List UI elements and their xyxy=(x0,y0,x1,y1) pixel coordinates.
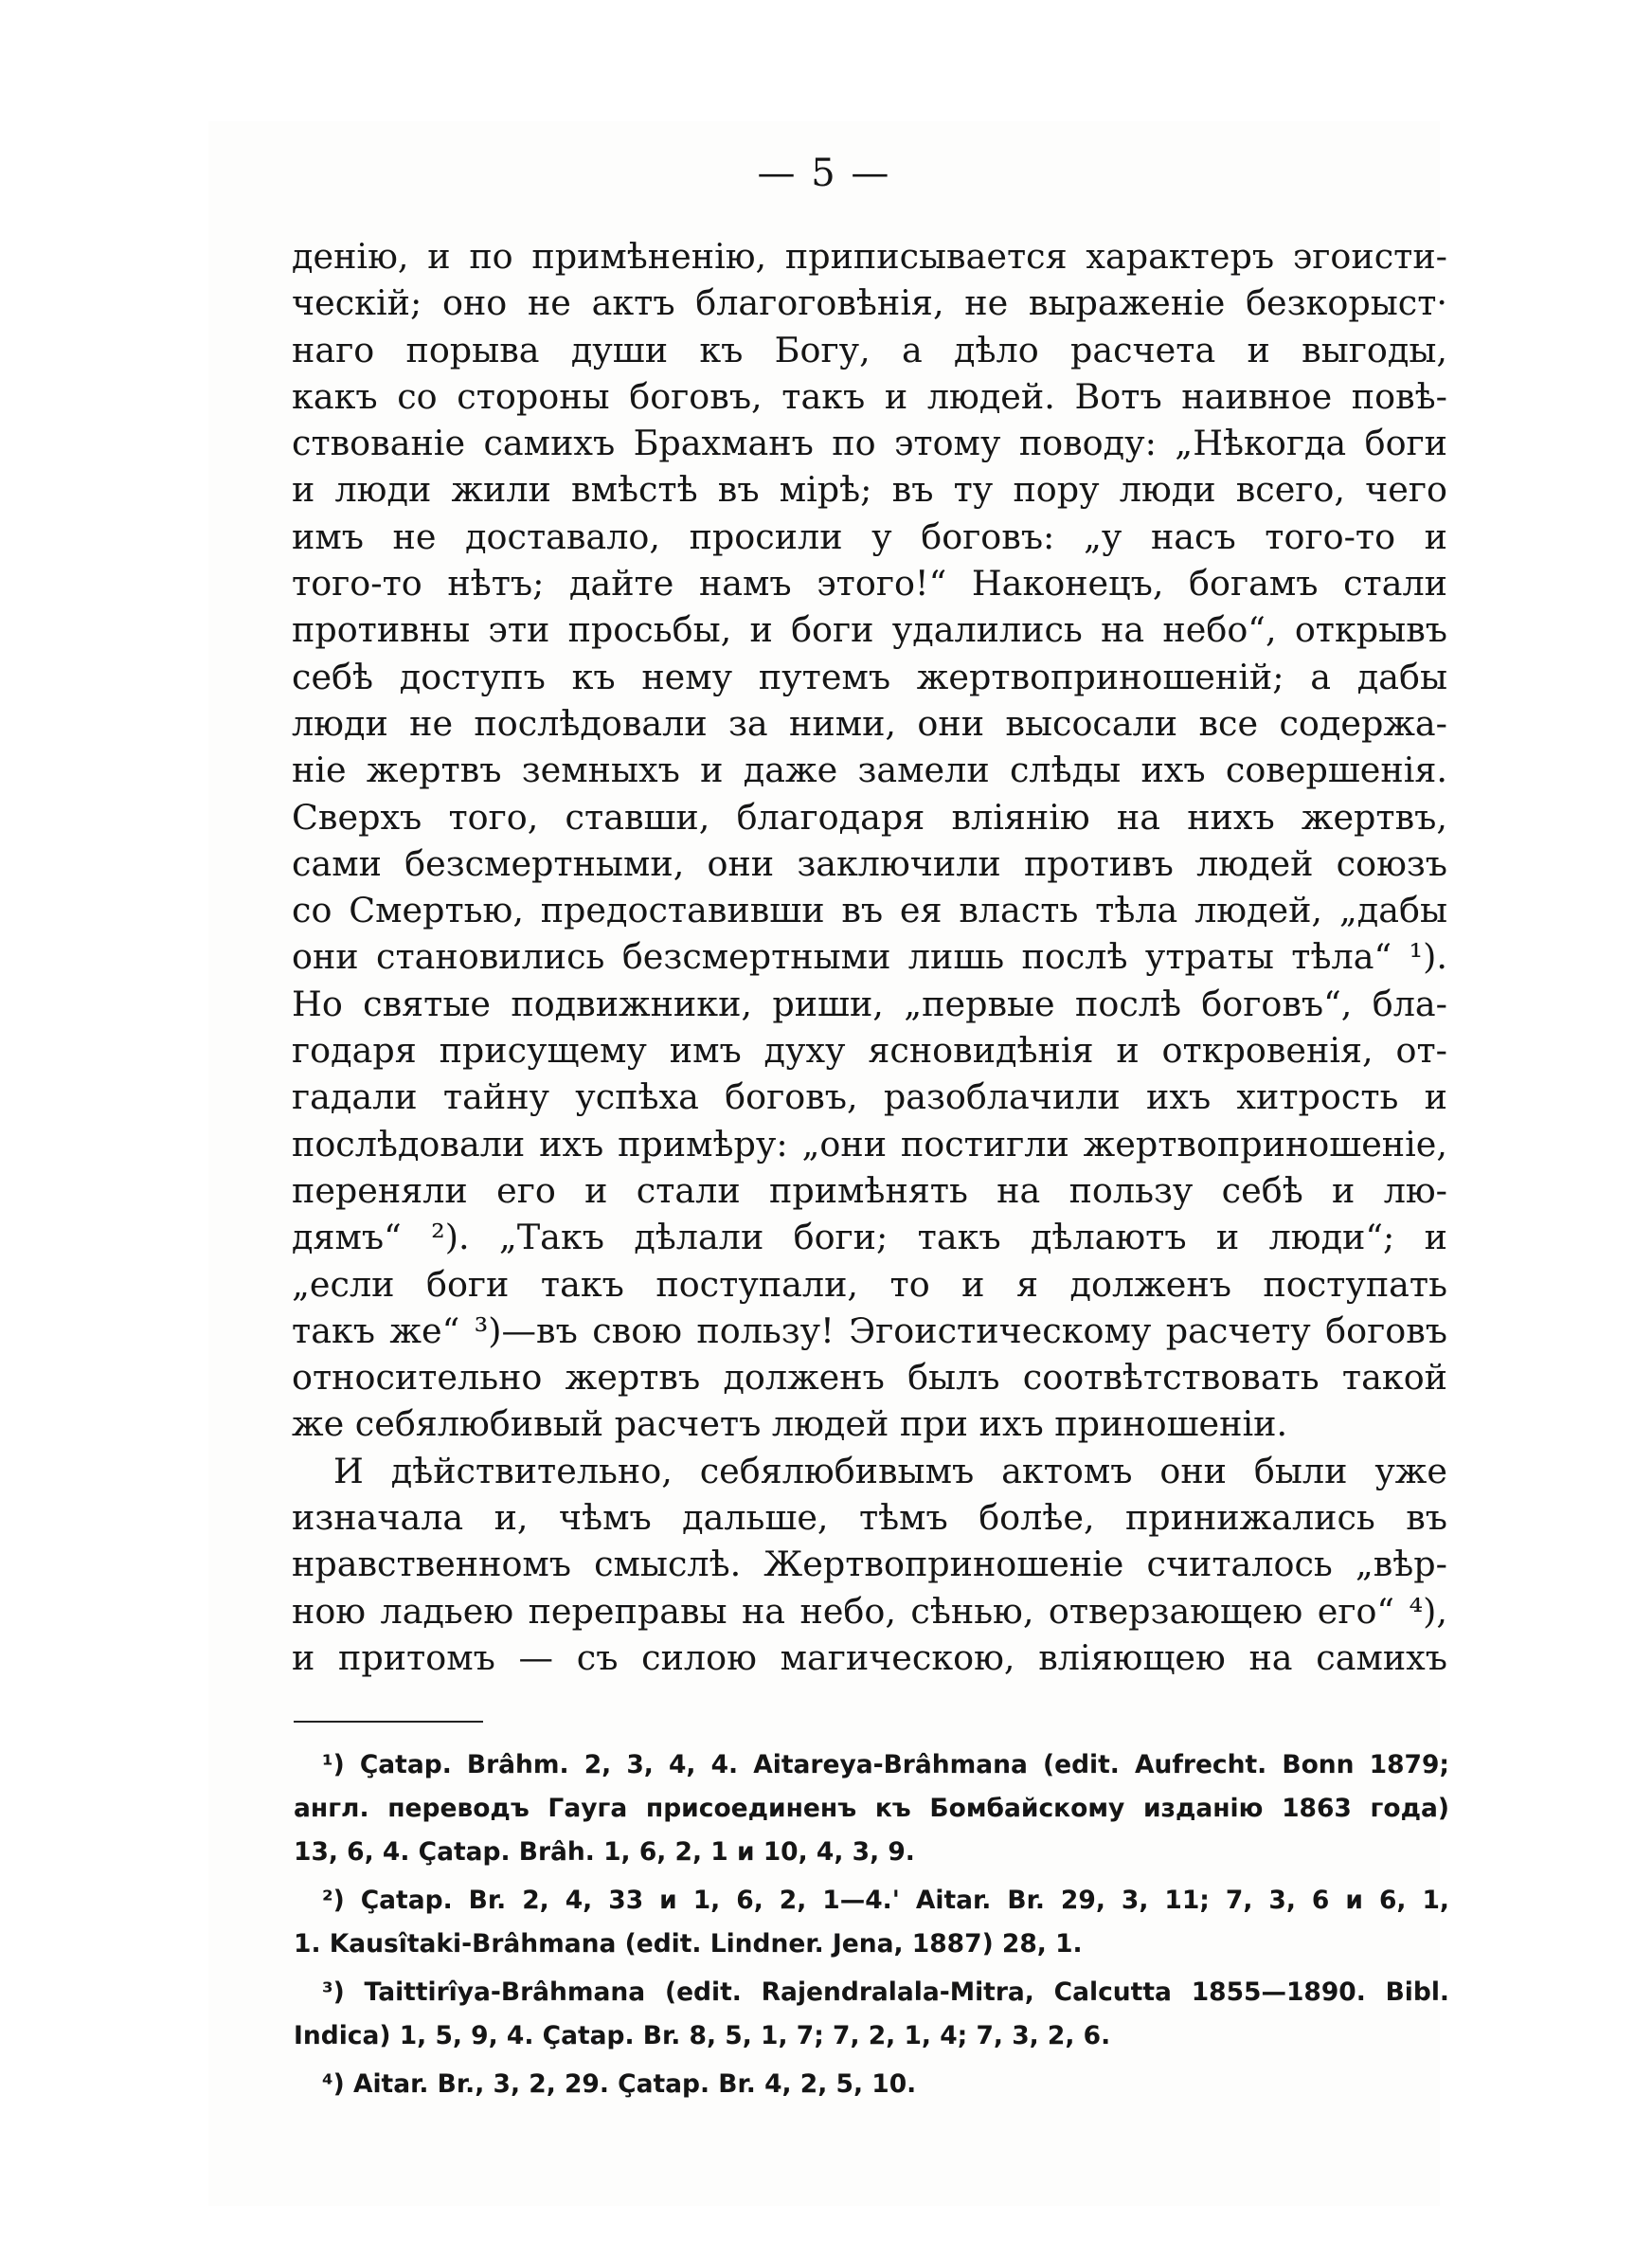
text-line: переняли его и стали примѣнять на пользу себѣ и лю- xyxy=(292,1169,1447,1211)
footnotes xyxy=(294,1743,1449,2106)
text-line: нравственномъ смыслѣ. Жертвоприношеніе считалось „вѣр- xyxy=(292,1544,1447,1585)
text-line: Сверхъ того, ставши, благодаря вліянію на нихъ жертвъ, xyxy=(292,796,1447,838)
text-line: такъ же“ ³)—въ свою пользу! Эгоистическому расчету боговъ xyxy=(292,1309,1447,1351)
text-line: дямъ“ ²). „Такъ дѣлали боги; такъ дѣлаютъ и люди“; и xyxy=(292,1217,1447,1258)
footnote-4 xyxy=(294,2063,1449,2106)
text-line: какъ со стороны боговъ, такъ и людей. Вотъ наивное повѣ- xyxy=(292,375,1447,417)
footnote-line: ⁴) Aitar. Br., 3, 2, 29. Çatap. Br. 4, 2, 5, 10. xyxy=(322,2069,917,2099)
book-page xyxy=(208,121,1449,2206)
text-line: послѣдовали ихъ примѣру: „они постигли жертвоприношеніе, xyxy=(292,1123,1447,1165)
text-line: ствованіе самихъ Брахманъ по этому поводу: „Нѣкогда боги xyxy=(292,423,1447,464)
paragraph-2 xyxy=(292,1448,1447,1681)
text-line: себѣ доступъ къ нему путемъ жертвоприношеній; а дабы xyxy=(292,656,1447,697)
page-number: — 5 — xyxy=(757,152,891,195)
footnote-line: Indica) 1, 5, 9, 4. Çatap. Br. 8, 5, 1, 7; 7, 2, 1, 4; 7, 3, 2, 6. xyxy=(294,2021,1111,2050)
footnote-1 xyxy=(294,1743,1449,1874)
text-line: со Смертью, предоставивши въ ея власть тѣла людей, „дабы xyxy=(292,890,1447,931)
text-line: годаря присущему имъ духу ясновидѣнія и откровенія, от- xyxy=(292,1030,1447,1072)
text-line: имъ не доставало, просили у боговъ: „у насъ того-то и xyxy=(292,515,1447,557)
footnote-2 xyxy=(294,1879,1449,1966)
main-text xyxy=(292,233,1447,1681)
text-line: денію, и по примѣненію, приписывается характеръ эгоисти- xyxy=(292,236,1447,277)
text-line: ніе жертвъ земныхъ и даже замели слѣды ихъ совершенія. xyxy=(292,749,1447,791)
text-line: же себялюбивый расчетъ людей при ихъ приношеніи. xyxy=(292,1403,1288,1445)
footnote-line: англ. переводъ Гауга присоединенъ къ Бомбайскому изданію 1863 года) xyxy=(294,1794,1449,1823)
footnote-line: ²) Çatap. Br. 2, 4, 33 и 1, 6, 2, 1—4.' Aitar. Br. 29, 3, 11; 7, 3, 6 и 6, 1, xyxy=(322,1886,1449,1915)
footnote-line: ³) Taittirîya-Brâhmana (edit. Rajendralala-Mitra, Calcutta 1855—1890. Bibl. xyxy=(322,1977,1449,2007)
text-line: изначала и, чѣмъ дальше, тѣмъ болѣе, принижались въ xyxy=(292,1497,1447,1539)
text-line: и притомъ — съ силою магическою, вліяющею на самихъ xyxy=(292,1636,1447,1678)
text-line: и люди жили вмѣстѣ въ мірѣ; въ ту пору люди всего, чего xyxy=(292,469,1447,511)
text-line: ческій; оно не актъ благоговѣнія, не выраженіе безкорыст· xyxy=(292,282,1447,324)
text-line: ною ладьею переправы на небо, сѣнью, отверзающею его“ ⁴), xyxy=(292,1590,1447,1632)
text-line: Но святые подвижники, риши, „первые послѣ боговъ“, бла- xyxy=(292,983,1447,1024)
footnote-line: ¹) Çatap. Brâhm. 2, 3, 4, 4. Aitareya-Brâhmana (edit. Aufrecht. Bonn 1879; xyxy=(322,1750,1449,1779)
text-line: они становились безсмертными лишь послѣ утраты тѣла“ ¹). xyxy=(292,936,1447,978)
text-line: гадали тайну успѣха боговъ, разоблачили ихъ хитрость и xyxy=(292,1076,1447,1118)
footnote-line: 1. Kausîtaki-Brâhmana (edit. Lindner. Jena, 1887) 28, 1. xyxy=(294,1929,1083,1959)
text-line: противны эти просьбы, и боги удалились на небо“, открывъ xyxy=(292,609,1447,651)
footnote-line: 13, 6, 4. Çatap. Brâh. 1, 6, 2, 1 и 10, 4, 3, 9. xyxy=(294,1837,915,1867)
text-line: того-то нѣтъ; дайте намъ этого!“ Наконецъ, богамъ стали xyxy=(292,563,1447,605)
text-line: относительно жертвъ долженъ былъ соотвѣтствовать такой xyxy=(292,1357,1447,1399)
text-line: сами безсмертными, они заключили противъ людей союзъ xyxy=(292,842,1447,884)
paragraph-1 xyxy=(292,233,1447,1448)
text-line: И дѣйствительно, себялюбивымъ актомъ они были уже xyxy=(333,1450,1447,1491)
footnote-3 xyxy=(294,1971,1449,2058)
text-line: „если боги такъ поступали, то и я долженъ поступать xyxy=(292,1263,1447,1305)
footnote-separator xyxy=(294,1721,483,1723)
text-line: люди не послѣдовали за ними, они высосали все содержа- xyxy=(292,702,1447,744)
text-line: наго порыва души къ Богу, а дѣло расчета и выгоды, xyxy=(292,329,1447,370)
